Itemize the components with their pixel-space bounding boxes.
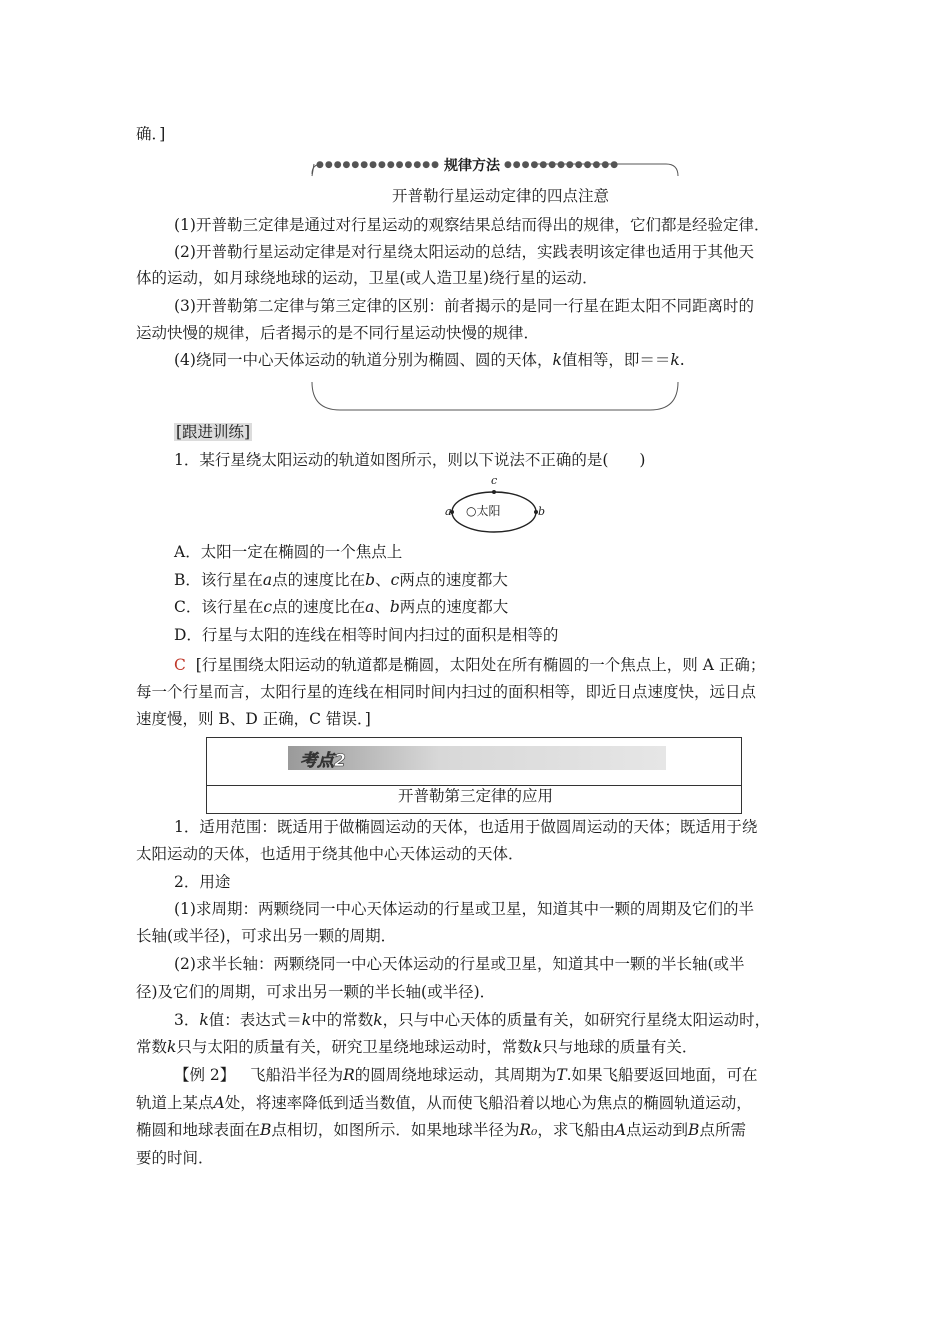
var-R: R: [343, 1066, 355, 1084]
var-a: a: [262, 571, 273, 589]
dots-right: ●●●●●●●●●●●●●: [503, 160, 620, 170]
body-p5-l2-b: 只与太阳的质量有关，研究卫星绕地球运动时，常数: [176, 1038, 533, 1056]
body-p1-l1: 1．适用范围：既适用于做椭圆运动的天体，也适用于做圆周运动的天体；既适用于绕: [174, 818, 758, 836]
method-p2-l2: 体的运动，如月球绕地球的运动，卫星(或人造卫星)绕行星的运动．: [136, 269, 598, 287]
label-a: a: [445, 505, 452, 518]
option-b-mid: 点的速度比在: [272, 571, 366, 589]
ex-l3-c: ，求飞船由: [537, 1121, 615, 1139]
body-p3-l2: 长轴(或半径)，可求出另一颗的周期．: [136, 927, 397, 945]
method-p2-l1: (2)开普勒行星运动定律是对行星绕太阳运动的总结，实践表明该定律也适用于其他天: [174, 243, 754, 261]
answer-letter: C: [174, 656, 186, 674]
var-B: B: [688, 1121, 700, 1139]
method-p3-l1: (3)开普勒第二定律与第三定律的区别：前者揭示的是同一行星在距太阳不同距离时的: [174, 297, 754, 315]
method-box-header: [316, 154, 619, 176]
dots-left: ●●●●●●●●●●●●●●: [316, 160, 440, 170]
ex-l1-b: 的圆周绕地球运动，其周期为: [354, 1066, 557, 1084]
method-p3-l2: 运动快慢的规律，后者揭示的是不同行星运动快慢的规律．: [136, 324, 540, 342]
body-p4-l1: (2)求半长轴：两颗绕同一中心天体运动的行星或卫星，知道其中一颗的半长轴(或半: [174, 955, 745, 973]
option-c-mid: 点的速度比在: [272, 598, 366, 616]
kaodian-title: 开普勒第三定律的应用: [398, 787, 554, 805]
var-k: k: [301, 1011, 312, 1029]
option-c-end: 两点的速度都大: [399, 598, 509, 616]
point-c: [492, 490, 496, 494]
var-R0: R₀: [519, 1121, 538, 1139]
var-b: b: [389, 598, 400, 616]
body-p5-l2: [136, 1037, 697, 1057]
option-c-pre: C．该行星在: [174, 598, 264, 616]
question-1: 1．某行星绕太阳运动的轨道如图所示，则以下说法不正确的是( ): [174, 451, 646, 469]
body-p3-l1: (1)求周期：两颗绕同一中心天体运动的行星或卫星，知道其中一颗的周期及它们的半: [174, 900, 754, 918]
var-k: k: [532, 1038, 543, 1056]
option-b: [174, 570, 508, 590]
method-box-label: 规律方法: [443, 158, 500, 174]
method-p4-a: (4)绕同一中心天体运动的轨道分别为椭圆、圆的天体，: [174, 351, 553, 369]
answer-text-l1: [行星围绕太阳运动的轨道都是椭圆，太阳处在所有椭圆的一个焦点上，则 A 正确；: [195, 656, 766, 674]
var-k: k: [552, 351, 562, 369]
example-tag: 【例 2】: [174, 1066, 236, 1084]
option-b-end: 两点的速度都大: [399, 571, 508, 589]
var-k: k: [373, 1011, 383, 1029]
text-fragment: 确．]: [136, 125, 166, 143]
method-p4-b: 值相等，即＝＝: [561, 351, 671, 369]
body-p4-l2: 径)及它们的周期，可求出另一颗的半长轴(或半径)．: [136, 983, 496, 1001]
answer-l1: [174, 655, 765, 675]
answer-l2: 每一个行星而言，太阳行星的连线在相同时间内扫过的面积相等，即近日点速度快，远日点: [136, 683, 757, 701]
label-sun: ○太阳: [466, 504, 501, 518]
body-p5-l2-c: 只与地球的质量有关．: [542, 1038, 698, 1056]
option-d: D．行星与太阳的连线在相等时间内扫过的面积是相等的: [174, 626, 559, 644]
option-b-sep: 、: [375, 571, 391, 589]
option-c: [174, 597, 508, 617]
body-p5-c: ，只与中心天体的质量有关，如研究行星绕太阳运动时，: [382, 1011, 771, 1029]
example-l1: [174, 1065, 758, 1085]
label-b: b: [538, 505, 546, 518]
var-B: B: [260, 1121, 272, 1139]
body-p1-l2: 太阳运动的天体，也适用于绕其他中心天体运动的天体．: [136, 845, 524, 863]
example-l3: [136, 1120, 746, 1140]
method-p4: [174, 350, 685, 370]
method-p1: (1)开普勒三定律是通过对行星运动的观察结果总结而得出的规律，它们都是经验定律．: [174, 216, 770, 234]
var-a: a: [365, 598, 375, 616]
method-p4-end: .: [679, 351, 685, 369]
ex-l3-b: 点相切，如图所示．如果地球半径为: [271, 1121, 520, 1139]
answer-l3: 速度慢，则 B、D 正确，C 错误．]: [136, 710, 371, 728]
body-p5-l1: [174, 1010, 770, 1030]
ex-l2-a: 轨道上某点: [136, 1094, 214, 1112]
method-box-title: 开普勒行星运动定律的四点注意: [392, 187, 610, 205]
ex-l2-b: 处，将速率降低到适当数值，从而使飞船沿着以地心为焦点的椭圆轨道运动，: [224, 1094, 752, 1112]
option-c-sep: 、: [374, 598, 390, 616]
practice-tag-label: [跟进训练]: [176, 423, 251, 441]
var-A: A: [213, 1094, 225, 1112]
example-l2: [136, 1093, 752, 1113]
var-c: c: [390, 571, 400, 589]
var-T: T: [556, 1066, 567, 1084]
var-k: k: [670, 351, 680, 369]
body-p5-pre: 3．: [174, 1011, 200, 1029]
example-l4: 要的时间．: [136, 1149, 214, 1167]
option-a: A．太阳一定在椭圆的一个焦点上: [174, 543, 403, 561]
var-k: k: [167, 1038, 177, 1056]
practice-tag: [174, 422, 252, 442]
ex-l3-a: 椭圆和地球表面在: [136, 1121, 261, 1139]
var-A: A: [614, 1121, 627, 1139]
var-b: b: [365, 571, 376, 589]
body-p5-b: 中的常数: [311, 1011, 374, 1029]
body-p5-l2-a: 常数: [136, 1038, 168, 1056]
ex-l1-c: .如果飞船要返回地面，可在: [566, 1066, 758, 1084]
ex-l1-a: 飞船沿半径为: [250, 1066, 344, 1084]
var-k: k: [199, 1011, 209, 1029]
kaodian-label: 考点2: [300, 751, 346, 771]
body-p5-a: 值：表达式＝: [208, 1011, 302, 1029]
option-b-pre: B．该行星在: [174, 571, 263, 589]
ex-l3-d: 点运动到: [626, 1121, 689, 1139]
var-c: c: [263, 598, 273, 616]
body-p2: 2．用途: [174, 873, 231, 891]
label-c: c: [491, 474, 498, 487]
ex-l3-e: 点所需: [699, 1121, 746, 1139]
